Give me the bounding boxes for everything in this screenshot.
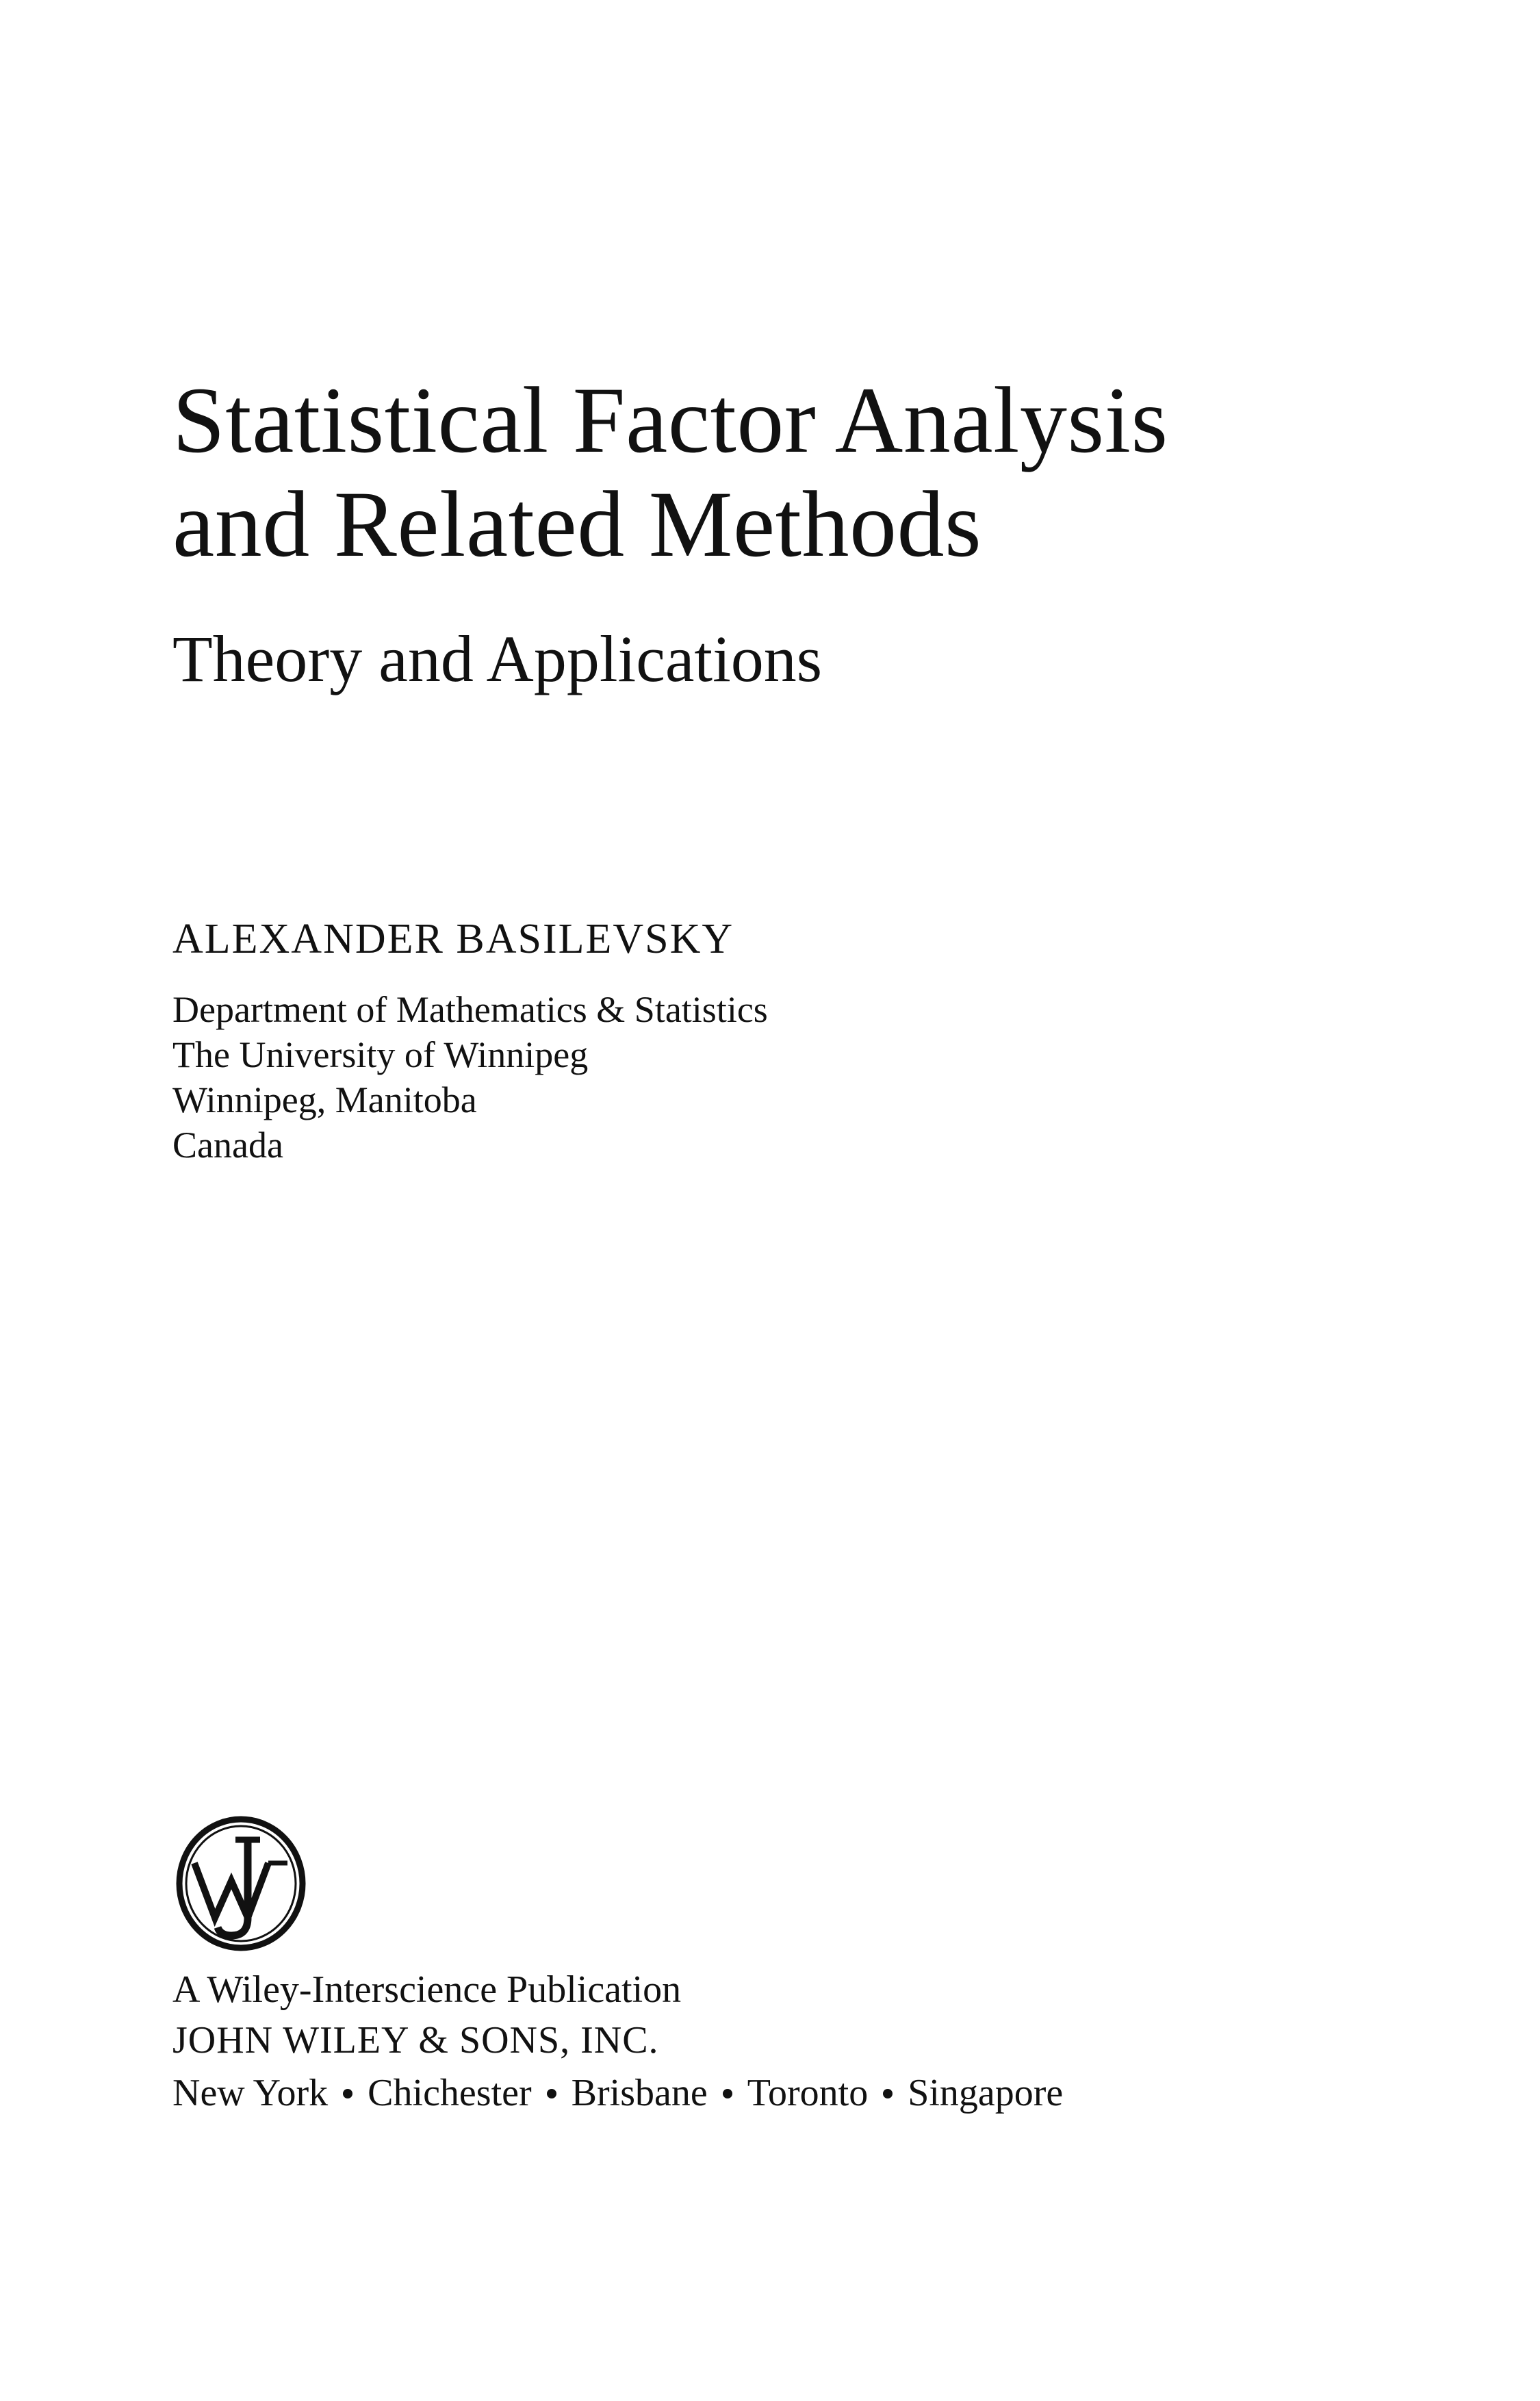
city-new-york: New York [172, 2072, 329, 2114]
book-title [172, 368, 1473, 576]
bullet-separator [547, 2089, 556, 2098]
imprint-line: A Wiley-Interscience Publication [172, 1968, 682, 2011]
affiliation-city: Winnipeg, Manitoba [172, 1079, 477, 1120]
city-brisbane: Brisbane [571, 2072, 708, 2114]
city-chichester: Chichester [368, 2072, 532, 2114]
author-affiliation [172, 987, 768, 1168]
affiliation-department: Department of Mathematics & Statistics [172, 989, 768, 1030]
city-toronto: Toronto [747, 2072, 869, 2114]
title-line-1: Statistical Factor Analysis [172, 368, 1168, 472]
affiliation-university: The University of Winnipeg [172, 1034, 589, 1075]
title-line-2: and Related Methods [172, 472, 982, 576]
bullet-separator [883, 2089, 893, 2098]
city-singapore: Singapore [908, 2072, 1064, 2114]
bullet-separator [343, 2089, 352, 2098]
author-name: ALEXANDER BASILEVSKY [172, 916, 734, 962]
wiley-logo-icon [172, 1815, 309, 1952]
publisher-info [172, 1964, 1063, 2120]
publisher-cities [172, 2066, 1063, 2120]
publisher-name: JOHN WILEY & SONS, INC. [172, 2019, 659, 2062]
affiliation-country: Canada [172, 1125, 283, 1166]
book-subtitle: Theory and Applications [172, 622, 823, 695]
bullet-separator [723, 2089, 732, 2098]
